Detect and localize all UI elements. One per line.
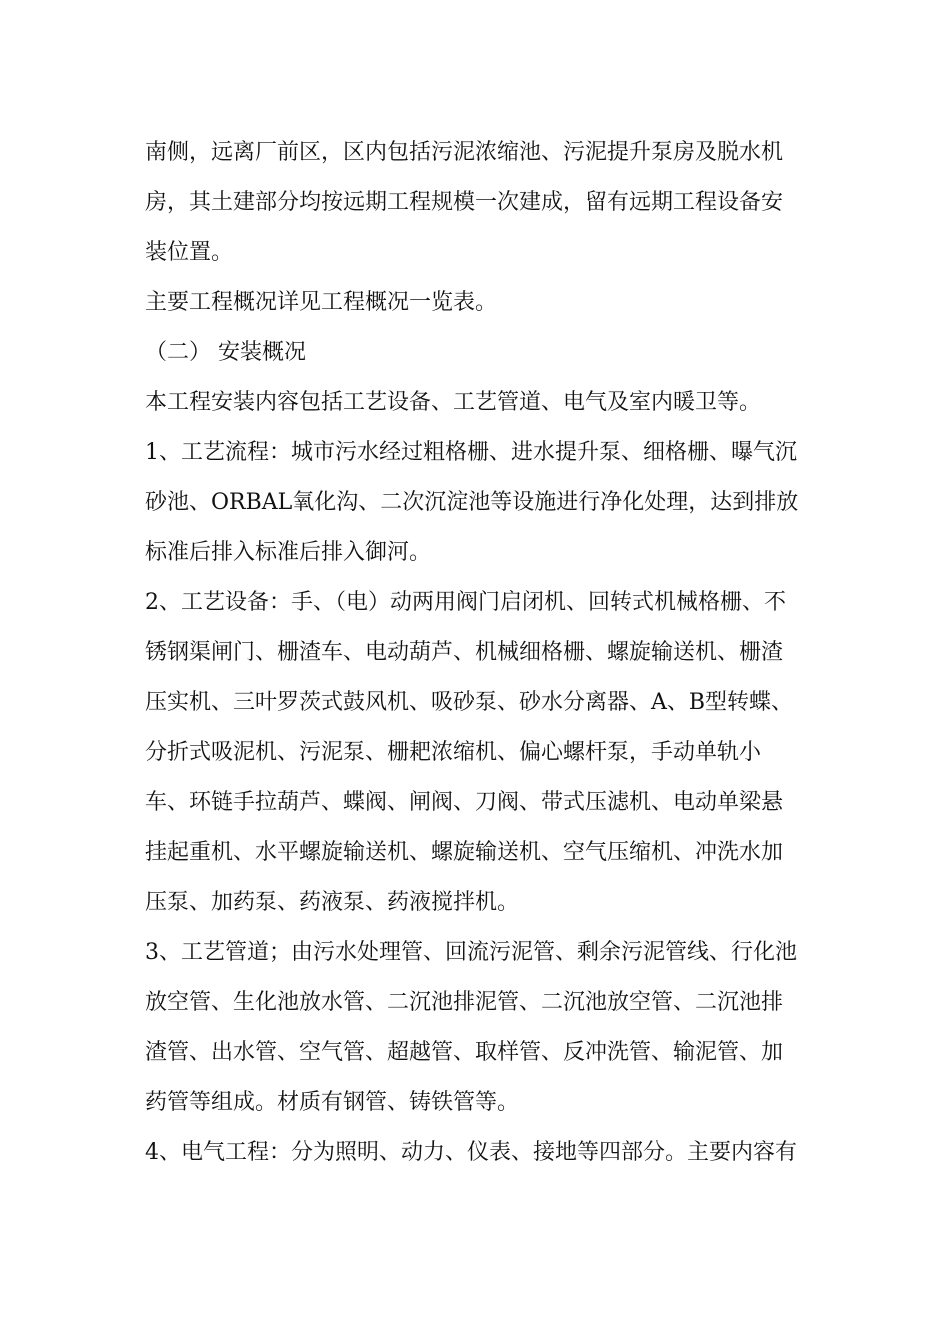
text-line: 房，其土建部分均按远期工程规模一次建成，留有远期工程设备安 [145, 190, 784, 215]
document-body [145, 128, 815, 1178]
section-heading: （二） 安装概况 [145, 340, 306, 365]
text-line: 渣管、出水管、空气管、超越管、取样管、反冲洗管、输泥管、加 [145, 1040, 784, 1065]
text-line: 药管等组成。材质有钢管、铸铁管等。 [145, 1090, 520, 1115]
text-line: 2、工艺设备：手、（电）动两用阀门启闭机、回转式机械格栅、不 [145, 590, 786, 615]
text-line: 4、电气工程：分为照明、动力、仪表、接地等四部分。主要内容有 [145, 1140, 797, 1165]
text-line: 放空管、生化池放水管、二沉池排泥管、二沉池放空管、二沉池排 [145, 990, 784, 1015]
text-line: 压泵、加药泵、药液泵、药液搅拌机。 [145, 890, 520, 915]
text-line: 砂池、ORBAL氧化沟、二次沉淀池等设施进行净化处理，达到排放 [145, 490, 799, 515]
text-line: 锈钢渠闸门、栅渣车、电动葫芦、机械细格栅、螺旋输送机、栅渣 [145, 640, 784, 665]
text-line: 南侧，远离厂前区，区内包括污泥浓缩池、污泥提升泵房及脱水机 [145, 140, 784, 165]
text-line: 主要工程概况详见工程概况一览表。 [145, 290, 498, 315]
text-line: 1、工艺流程：城市污水经过粗格栅、进水提升泵、细格栅、曝气沉 [145, 440, 797, 465]
text-line: 压实机、三叶罗茨式鼓风机、吸砂泵、砂水分离器、A、B型转蝶、 [145, 690, 794, 715]
text-line: 车、环链手拉葫芦、蝶阀、闸阀、刀阀、带式压滤机、电动单梁悬 [145, 790, 784, 815]
text-line: 3、工艺管道；由污水处理管、回流污泥管、剩余污泥管线、行化池 [145, 940, 797, 965]
text-line: 标准后排入标准后排入御河。 [145, 540, 432, 565]
text-line: 挂起重机、水平螺旋输送机、螺旋输送机、空气压缩机、冲洗水加 [145, 840, 784, 865]
text-line: 分折式吸泥机、污泥泵、栅耙浓缩机、偏心螺杆泵，手动单轨小 [145, 740, 762, 765]
text-line: 本工程安装内容包括工艺设备、工艺管道、电气及室内暖卫等。 [145, 390, 762, 415]
text-line: 装位置。 [145, 240, 234, 265]
